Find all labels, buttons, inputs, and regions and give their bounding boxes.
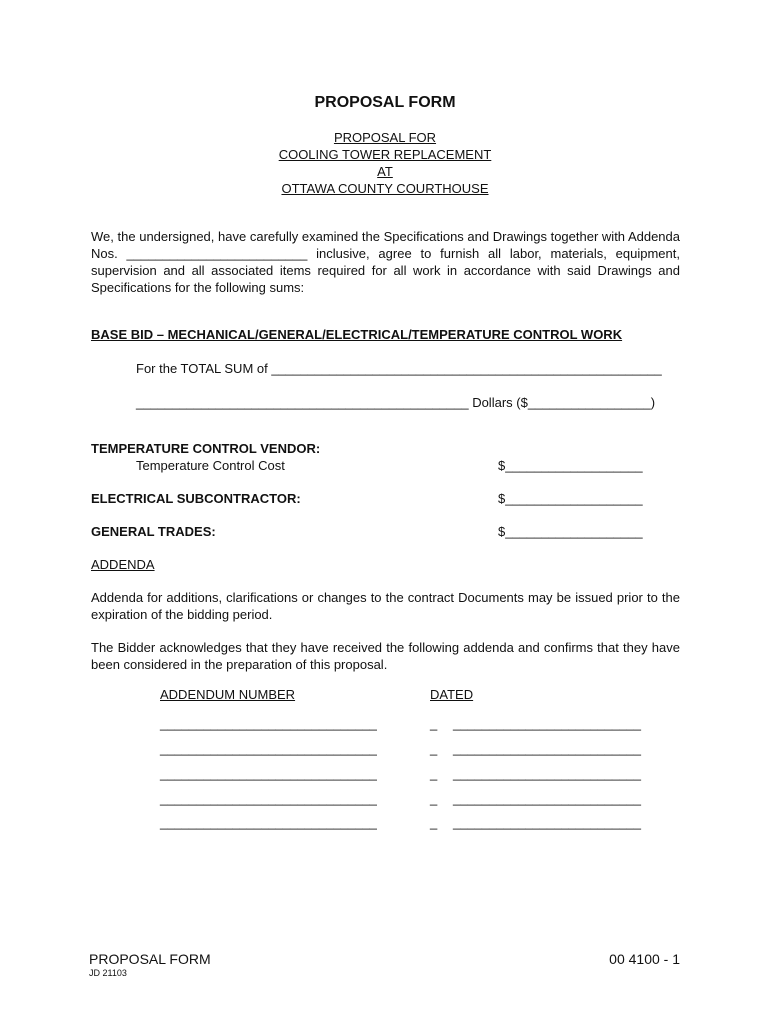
total-sum-line: For the TOTAL SUM of ______________________________________________________ <box>136 361 662 376</box>
subtitle-line-1: PROPOSAL FOR <box>333 130 437 145</box>
addenda-paragraph-2: The Bidder acknowledges that they have received the following addenda and confirms that they have been considered in the preparation of this proposal. <box>91 640 680 672</box>
addendum-number-line: ______________________________ <box>160 741 377 756</box>
general-amount: $___________________ <box>498 524 643 539</box>
dated-header: DATED <box>430 687 474 702</box>
addendum-dash: _ <box>430 791 438 806</box>
addendum-dated-line: __________________________ <box>453 766 641 781</box>
addendum-dash: _ <box>430 716 438 731</box>
footer-code: JD 21103 <box>89 968 127 978</box>
addendum-dated-line: __________________________ <box>453 741 641 756</box>
footer-title: PROPOSAL FORM <box>89 951 211 967</box>
addendum-dash: _ <box>430 741 438 756</box>
addendum-dated-line: __________________________ <box>453 791 641 806</box>
addendum-number-line: ______________________________ <box>160 766 377 781</box>
general-heading: GENERAL TRADES: <box>91 524 216 539</box>
electrical-heading: ELECTRICAL SUBCONTRACTOR: <box>91 491 301 506</box>
addenda-paragraph-1: Addenda for additions, clarifications or changes to the contract Documents may be issued prior to the expiration of the bidding period. <box>91 590 680 622</box>
addendum-dated-line: __________________________ <box>453 716 641 731</box>
base-bid-heading: BASE BID – MECHANICAL/GENERAL/ELECTRICAL/TEMPERATURE CONTROL WORK <box>91 327 623 342</box>
addendum-dated-line: __________________________ <box>453 815 641 830</box>
electrical-amount: $___________________ <box>498 491 643 506</box>
intro-paragraph: We, the undersigned, have carefully examined the Specifications and Drawings together with Addenda Nos. _________________________ inclusive, agree to furnish all labor, materials, equipment, supervision and all associated items required for all work in accordance with said Drawings and Specifications for the following sums: <box>91 229 680 295</box>
page-title: PROPOSAL FORM <box>314 94 456 111</box>
addendum-dash: _ <box>430 766 438 781</box>
subtitle-line-3: AT <box>377 164 393 179</box>
temp-control-label: Temperature Control Cost <box>136 458 285 473</box>
page-number: 00 4100 - 1 <box>609 951 680 967</box>
subtitle-line-2: COOLING TOWER REPLACEMENT <box>278 147 492 162</box>
addendum-number-header: ADDENDUM NUMBER <box>160 687 296 702</box>
temp-control-amount: $___________________ <box>498 458 643 473</box>
dollars-line: ______________________________________________ Dollars ($_________________) <box>136 395 656 410</box>
addendum-dash: _ <box>430 815 438 830</box>
addendum-number-line: ______________________________ <box>160 791 377 806</box>
temp-control-heading: TEMPERATURE CONTROL VENDOR: <box>91 441 321 456</box>
addenda-heading: ADDENDA <box>91 557 155 572</box>
subtitle-line-4: OTTAWA COUNTY COURTHOUSE <box>281 181 489 196</box>
addendum-number-line: ______________________________ <box>160 716 377 731</box>
addendum-number-line: ______________________________ <box>160 815 377 830</box>
